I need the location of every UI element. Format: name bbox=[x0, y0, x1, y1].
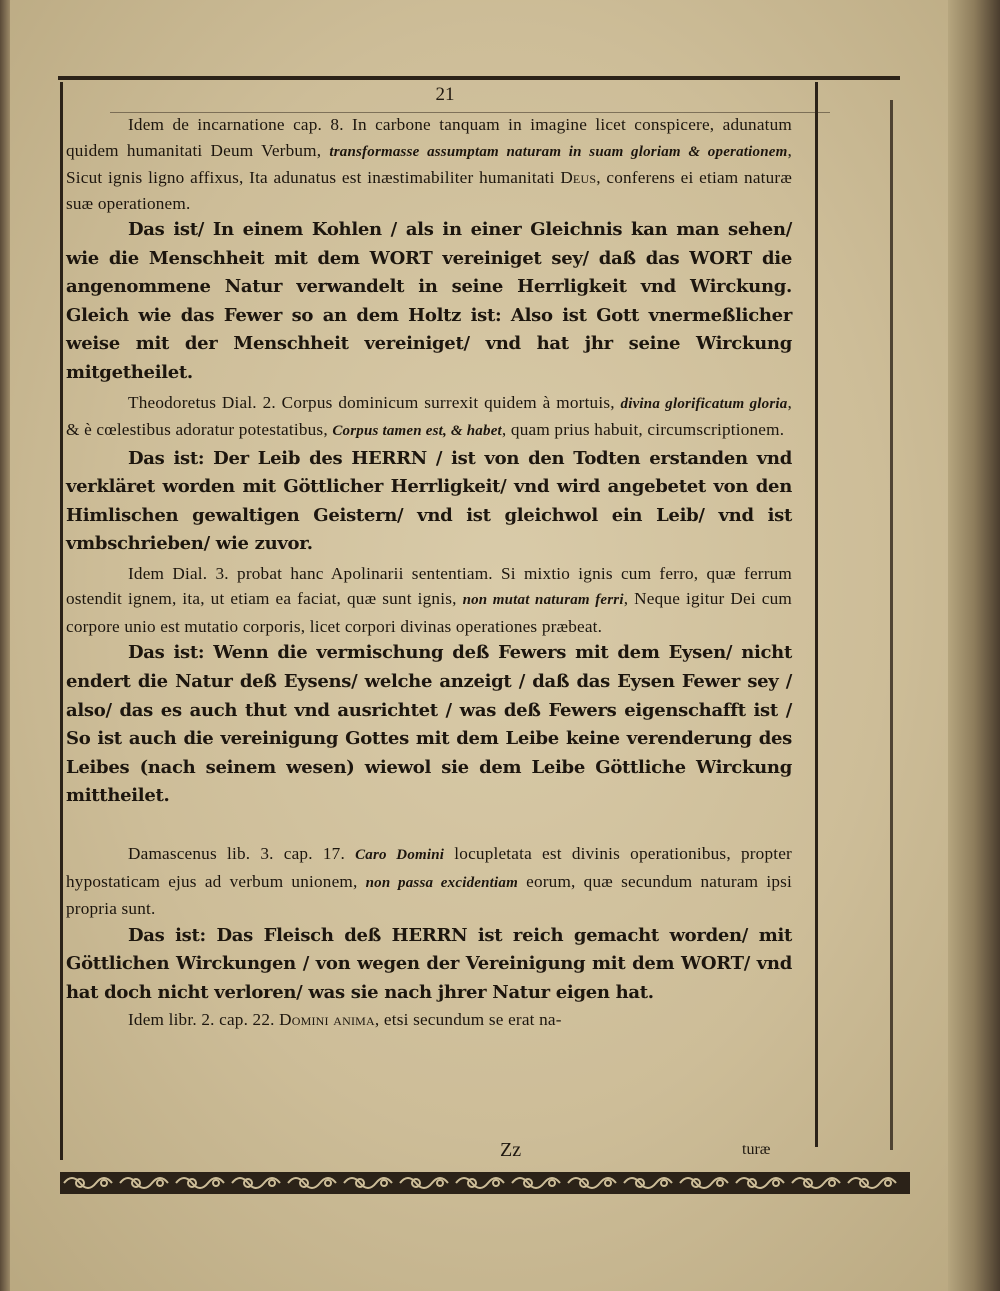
text-run: eorum, quæ secundum naturam ipsi propria sunt. bbox=[66, 871, 793, 918]
signature-mark: Zz bbox=[500, 1139, 522, 1161]
italic-run: Caro Domini bbox=[355, 847, 445, 863]
latin-quote-anima bbox=[66, 1007, 792, 1033]
latin-quote-theodoretus bbox=[66, 390, 792, 445]
text-run: , Sicut ignis ligno affixus, Ita adunatus est inæstimabiliter humanitati bbox=[66, 140, 792, 187]
text-run: , conferens ei etiam naturæ suæ operationem. bbox=[66, 168, 792, 213]
small-caps-run: Domini anima bbox=[279, 1010, 375, 1030]
spacer bbox=[66, 811, 792, 841]
german-translation-kohlen: Das ist/ In einem Kohlen / als in einer Gleichnis kan man sehen/ wie die Menschheit mit dem WORT vereiniget sey/ daß das WORT die angenommene Natur verwandelt in seine Herrligkeit vnd Wirckung. Gleich wie das Fewer so an dem Holtz ist: Also ist Gott vnermeßlicher weise mit der Menschheit vereiniget/ vnd hat jhr seine Wirckung mitgetheilet. bbox=[66, 219, 792, 383]
latin-quote-incarnatione bbox=[66, 112, 792, 216]
text-run: , & è cœlestibus adoratur potestatibus, bbox=[66, 392, 792, 440]
text-run: Damascenus lib. 3. cap. 17. bbox=[128, 844, 356, 863]
german-translation-fleisch: Das ist: Das Fleisch deß HERRN ist reich gemacht worden/ mit Göttlichen Wirckungen / von wegen der Vereinigung mit dem WORT/ vnd hat doch nicht verloren/ was sie nach jhrer Natur eigen hat. bbox=[66, 924, 792, 1003]
italic-run: Corpus tamen est, & habet bbox=[332, 423, 502, 440]
text-run: Idem de incarnatione cap. 8. In carbone tanquam in imagine licet conspicere, adunatum quidem humanitati Deum Verbum, bbox=[66, 115, 792, 160]
italic-run: non mutat naturam ferri bbox=[462, 592, 624, 609]
catchword: turæ bbox=[742, 1141, 771, 1158]
italic-run: divina glorificatum gloria bbox=[620, 395, 788, 412]
page-body bbox=[66, 112, 792, 1033]
ornament-icon bbox=[60, 1168, 910, 1198]
text-run: Idem libr. 2. cap. 22. bbox=[128, 1010, 280, 1030]
text-run: Theodoretus Dial. 2. Corpus dominicum surrexit quidem à mortuis, bbox=[128, 392, 621, 412]
italic-run: non passa excidentiam bbox=[365, 874, 518, 891]
small-caps-run: Deus bbox=[560, 168, 597, 187]
text-run: locupletata est divinis operationibus, propter hypostaticam ejus ad verbum unionem, bbox=[66, 844, 792, 891]
right-frame-rule bbox=[815, 82, 818, 1147]
german-translation-leib: Das ist: Der Leib des HERRN / ist von den Todten erstanden vnd verkläret worden mit Göttlicher Herrligkeit/ vnd wird angebetet von den Himlischen gewaltigen Geistern/ vnd ist gleichwol ein Leib/ vnd ist vmbschrieben/ wie zuvor. bbox=[66, 447, 792, 555]
page-edge-shadow bbox=[948, 0, 1000, 1291]
page-number: 21 bbox=[435, 84, 455, 105]
italic-run: transformasse assumptam naturam in suam gloriam & operationem bbox=[329, 143, 788, 160]
left-frame-rule bbox=[60, 82, 63, 1160]
ornamental-border bbox=[60, 1168, 910, 1198]
german-translation-eysen: Das ist: Wenn die vermischung deß Fewers mit dem Eysen/ nicht endert die Natur deß Eysens/ welche anzeigt / daß das Eysen Fewer sey / also/ das es auch thut vnd ausrichtet / was deß Fewers eigenschafft ist / So ist auch die vereinigung Gottes mit dem Leibe keine verenderung des Leibes (nach seinem wesen) wiewol sie dem Leibe Göttliche Wirckung mittheilet. bbox=[66, 642, 792, 807]
latin-quote-damascenus bbox=[66, 841, 792, 922]
text-run: Idem Dial. 3. probat hanc Apolinarii sententiam. Si mixtio ignis cum ferro, quæ ferrum ostendit ignem, ita, ut etiam ea faciat, quæ sunt ignis, bbox=[66, 563, 792, 609]
latin-quote-apolinarii bbox=[66, 561, 792, 640]
text-run: , etsi secundum se erat na- bbox=[374, 1010, 562, 1030]
text-run: , Neque igitur Dei cum corpore unio est mutatio corporis, licet corpori divinas operationes præbeat. bbox=[66, 589, 793, 636]
right-margin-rule bbox=[890, 100, 893, 1150]
text-run: , quam prius habuit, circumscriptionem. bbox=[501, 420, 785, 440]
page-gutter-shadow bbox=[0, 0, 10, 1291]
header-rule bbox=[58, 76, 900, 80]
